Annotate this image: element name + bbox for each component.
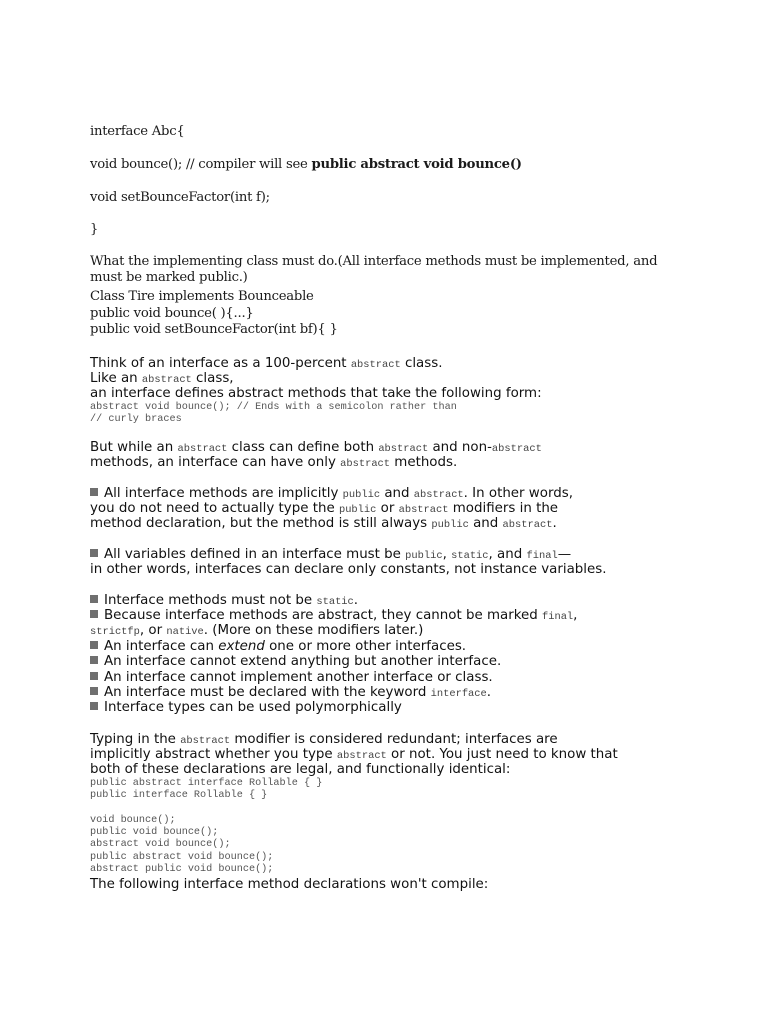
bullet-icon xyxy=(90,641,98,649)
p7-code4 xyxy=(90,852,273,863)
code-text: // curly braces xyxy=(90,414,182,425)
p5-bullet-keyword xyxy=(90,685,491,700)
text: . xyxy=(552,516,557,531)
p4-line2 xyxy=(90,562,607,577)
code-text: public abstract void bounce(); xyxy=(90,852,274,863)
code-text: public xyxy=(405,550,443,562)
code-text: abstract void bounce(); xyxy=(90,839,231,850)
text: Because interface methods are abstract, they cannot be marked xyxy=(104,608,542,623)
bullet-icon xyxy=(90,610,98,618)
bullet-icon xyxy=(90,549,98,557)
code-text: abstract xyxy=(378,443,429,455)
code-text: abstract xyxy=(413,489,464,501)
p5-strictfp-line xyxy=(90,623,423,638)
text: An interface cannot extend anything but another interface. xyxy=(104,654,502,669)
code-text: public interface Rollable { } xyxy=(90,790,268,801)
text: What the implementing class must do.(All interface methods must be implemented, and must be marked public.) xyxy=(90,254,658,285)
p6-line1 xyxy=(90,732,558,747)
text: All variables defined in an interface must be xyxy=(104,547,406,562)
bullet-icon xyxy=(90,672,98,680)
p1-line2 xyxy=(90,371,234,386)
code-text: abstract xyxy=(177,443,228,455)
code-text: static xyxy=(316,596,354,608)
code-text: public xyxy=(342,489,381,501)
text: — xyxy=(557,547,572,562)
p5-bullet-extend xyxy=(90,639,466,654)
text: methods. xyxy=(390,455,458,470)
p6-line2 xyxy=(90,747,618,762)
p5-bullet-static xyxy=(90,593,358,608)
p2-line2 xyxy=(90,455,457,470)
p7-code2 xyxy=(90,827,218,838)
p5-bullet-polymorphic xyxy=(90,700,402,715)
p6-line3 xyxy=(90,762,510,777)
text: one or more other interfaces. xyxy=(264,639,467,654)
text: void bounce(); // compiler will see xyxy=(90,157,312,172)
code-text: interface xyxy=(430,688,487,700)
text: public void setBounceFactor(int bf){ } xyxy=(90,322,338,337)
code-text: abstract xyxy=(340,458,391,470)
p4-line1 xyxy=(90,547,571,562)
text: both of these declarations are legal, and functionally identical: xyxy=(90,762,511,777)
code-text: abstract void bounce(); // Ends with a semicolon rather than xyxy=(90,402,457,413)
p6-code2 xyxy=(90,790,267,801)
text: class, xyxy=(191,371,234,386)
p7-code5 xyxy=(90,864,273,875)
text: method declaration, but the method is still always xyxy=(90,516,432,531)
text: public void bounce( ){...} xyxy=(90,306,254,321)
code-text: abstract xyxy=(336,750,387,762)
text: and xyxy=(468,516,503,531)
text: } xyxy=(90,222,99,237)
code-text: abstract xyxy=(491,443,542,455)
text: modifier is considered redundant; interfaces are xyxy=(230,732,558,747)
text: and xyxy=(380,486,414,501)
p5-bullet-final xyxy=(90,608,577,623)
code-text: static xyxy=(451,550,489,562)
text: or not. You just need to know that xyxy=(386,747,618,762)
code-text: public xyxy=(338,504,377,516)
code-text: abstract xyxy=(398,504,449,516)
text: class can define both xyxy=(227,440,379,455)
bullet-icon xyxy=(90,656,98,664)
code-text: public xyxy=(431,519,469,531)
text: , xyxy=(573,608,578,623)
code-line-bounce xyxy=(90,157,522,172)
code-text: final xyxy=(526,550,558,562)
code-text: native xyxy=(166,626,204,638)
code-text: abstract xyxy=(180,735,231,747)
text: an interface defines abstract methods that take the following form: xyxy=(90,386,542,401)
code-text: public void bounce(); xyxy=(90,827,219,838)
text: . (More on these modifiers later.) xyxy=(203,623,424,638)
p5-bullet-cannot-implement xyxy=(90,670,493,685)
text: , or xyxy=(139,623,167,638)
text: Think of an interface as a 100-percent xyxy=(90,356,351,371)
text: , and xyxy=(488,547,527,562)
text: An interface must be declared with the keyword xyxy=(104,685,431,700)
bullet-icon xyxy=(90,702,98,710)
code-text: final xyxy=(541,611,574,623)
class-tire-line xyxy=(90,289,314,304)
p3-line3 xyxy=(90,516,557,531)
text: All interface methods are implicitly xyxy=(104,486,343,501)
bullet-icon xyxy=(90,595,98,603)
p2-line1 xyxy=(90,440,542,455)
text: Typing in the xyxy=(90,732,181,747)
text: Interface methods must not be xyxy=(104,593,317,608)
p7-code3 xyxy=(90,839,231,850)
italic-text: extend xyxy=(218,639,265,654)
code-text: abstract xyxy=(141,374,192,386)
text: But while an xyxy=(90,440,178,455)
text: The following interface method declarations won't compile: xyxy=(90,877,489,892)
bold-text: public abstract void bounce() xyxy=(311,157,522,172)
code-text: abstract public void bounce(); xyxy=(90,864,274,875)
bullet-icon xyxy=(90,488,98,496)
p1-code2 xyxy=(90,414,182,425)
text: implicitly abstract whether you type xyxy=(90,747,337,762)
text: interface Abc{ xyxy=(90,124,185,139)
text: or xyxy=(376,501,399,516)
text: modifiers in the xyxy=(448,501,559,516)
p7-code1 xyxy=(90,815,176,826)
text: methods, an interface can have only xyxy=(90,455,341,470)
text: and non- xyxy=(428,440,492,455)
p3-line1 xyxy=(90,486,573,501)
text: Interface types can be used polymorphically xyxy=(104,700,402,715)
code-line-close-brace xyxy=(90,222,98,237)
code-text: abstract xyxy=(502,519,553,531)
public-setbounce-line xyxy=(90,322,338,337)
p3-line2 xyxy=(90,501,558,516)
text: Like an xyxy=(90,371,142,386)
text: . xyxy=(353,593,359,608)
code-text: abstract xyxy=(350,359,401,371)
text: in other words, interfaces can declare only constants, not instance variables. xyxy=(90,562,607,577)
code-text: strictfp xyxy=(90,626,140,638)
text: An interface cannot implement another interface or class. xyxy=(104,670,493,685)
implementing-class-note xyxy=(90,254,675,286)
p1-code1 xyxy=(90,402,457,413)
code-line-setbounce xyxy=(90,190,270,205)
code-line-interface xyxy=(90,124,185,139)
text: you do not need to actually type the xyxy=(90,501,339,516)
bullet-icon xyxy=(90,687,98,695)
p1-line3 xyxy=(90,386,542,401)
text: void setBounceFactor(int f); xyxy=(90,190,270,205)
text: . xyxy=(486,685,492,700)
text: . In other words, xyxy=(463,486,573,501)
code-text: void bounce(); xyxy=(90,815,176,826)
text: , xyxy=(442,547,452,562)
text: class. xyxy=(400,356,443,371)
code-text: public abstract interface Rollable { } xyxy=(90,778,323,789)
p5-bullet-cannot-extend xyxy=(90,654,501,669)
text: Class Tire implements Bounceable xyxy=(90,289,314,304)
text: An interface can xyxy=(104,639,219,654)
p6-code1 xyxy=(90,778,322,789)
p7-last-line xyxy=(90,877,488,892)
public-bounce-line xyxy=(90,306,254,321)
p1-line1 xyxy=(90,356,442,371)
